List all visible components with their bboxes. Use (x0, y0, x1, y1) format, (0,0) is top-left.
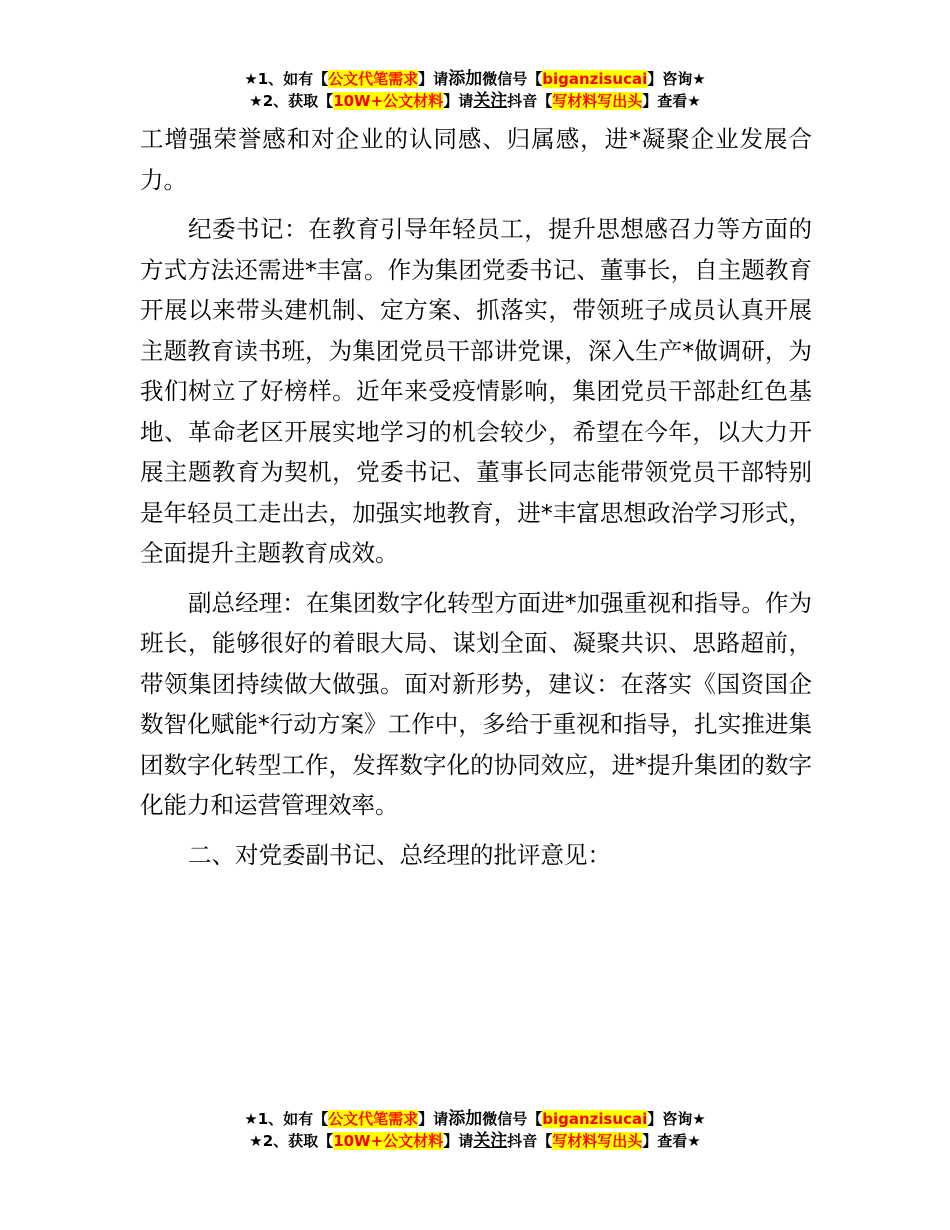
banner-line-1: ★1、如有【公文代笔需求】请添加微信号【biganzisucai】咨询★ (244, 69, 706, 89)
banner-highlight: biganzisucai (542, 70, 648, 88)
footer-banner (0, 1108, 950, 1152)
banner-line-2: ★2、获取【10W+公文材料】请关注抖音【写材料写出头】查看★ (249, 1131, 701, 1151)
banner-highlight: 写材料写出头 (552, 92, 643, 110)
banner-line-2: ★2、获取【10W+公文材料】请关注抖音【写材料写出头】查看★ (249, 91, 701, 111)
banner-highlight: 10W+公文材料 (333, 1132, 444, 1150)
banner-highlight: 写材料写出头 (552, 1132, 643, 1150)
banner-line-1: ★1、如有【公文代笔需求】请添加微信号【biganzisucai】咨询★ (244, 1109, 706, 1129)
paragraph: 工增强荣誉感和对企业的认同感、归属感，进*凝聚企业发展合力。 (140, 125, 812, 194)
banner-highlight: 公文代笔需求 (328, 70, 419, 88)
paragraph: 纪委书记：在教育引导年轻员工，提升思想感召力等方面的方式方法还需进*丰富。作为集团党委书记、董事长，自主题教育开展以来带头建机制、定方案、抓落实，带领班子成员认真开展主题教育读书班，为集团党员干部讲党课，深入生产*做调研，为我们树立了好榜样。近年来受疫情影响，集团党员干部赴红色基地、革命老区开展实地学习的机会较少，希望在今年，以大力开展主题教育为契机，党委书记、董事长同志能带领党员干部特别是年轻员工走出去，加强实地教育，进*丰富思想政治学习形式，全面提升主题教育成效。 (140, 215, 812, 567)
section-heading: 二、对党委副书记、总经理的批评意见： (188, 840, 611, 869)
banner-highlight: 公文代笔需求 (328, 1110, 419, 1128)
banner-highlight: biganzisucai (542, 1110, 648, 1128)
header-banner (0, 68, 950, 112)
paragraph: 副总经理：在集团数字化转型方面进*加强重视和指导。作为班长，能够很好的着眼大局、谋划全面、凝聚共识、思路超前，带领集团持续做大做强。面对新形势，建议：在落实《国资国企数智化赋能*行动方案》工作中，多给于重视和指导，扎实推进集团数字化转型工作，发挥数字化的协同效应，进*提升集团的数字化能力和运营管理效率。 (140, 588, 812, 819)
document-body (140, 119, 812, 884)
banner-highlight: 10W+公文材料 (333, 92, 444, 110)
